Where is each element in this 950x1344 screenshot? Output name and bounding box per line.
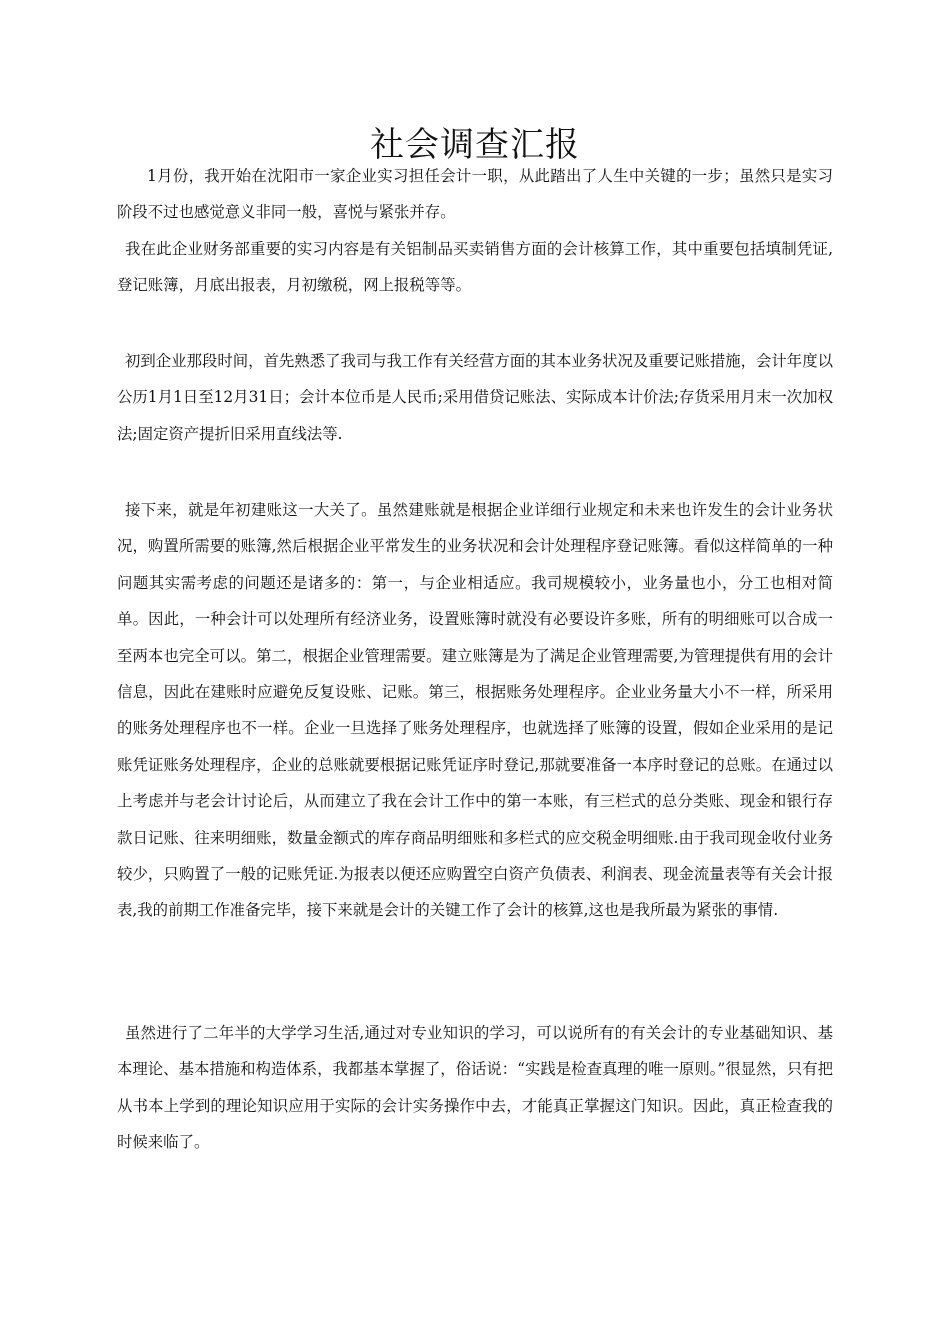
paragraph-business-overview: 初到企业那段时间，首先熟悉了我司与我工作有关经营方面的其本业务状况及重要记账措施，会计年度以公历1月1日至12月31日；会计本位币是人民币;采用借贷记账法、实际成本计价法;存货采用月末一次加权法;固定资产提折旧采用直线法等. [117, 352, 833, 443]
paragraph-internship-start: 1月份，我开始在沈阳市一家企业实习担任会计一职，从此踏出了人生中关键的一步；虽然只是实习阶段不过也感觉意义非同一般，喜悦与紧张并存。 [117, 167, 833, 222]
document-title: 社会调查汇报 [370, 124, 580, 165]
paragraph-internship-content: 我在此企业财务部重要的实习内容是有关铝制品买卖销售方面的会计核算工作，其中重要包括填制凭证,登记账簿，月底出报表，月初缴税，网上报税等等。 [117, 240, 833, 295]
paragraph-theory-practice: 虽然进行了二年半的大学学习生活,通过对专业知识的学习，可以说所有的有关会计的专业基础知识、基本理论、基本措施和构造体系，我都基本掌握了，俗话说：“实践是检查真理的唯一原则。”很显然，只有把从书本上学到的理论知识应用于实际的会计实务操作中去，才能真正掌握这门知识。因此，真正检查我的时候来临了。 [117, 1024, 834, 1152]
paragraph-account-setup: 接下来，就是年初建账这一大关了。虽然建账就是根据企业详细行业规定和未来也许发生的会计业务状况，购置所需要的账簿,然后根据企业平常发生的业务状况和会计处理程序登记账簿。看似这样简单的一种问题其实需考虑的问题还是诸多的：第一，与企业相适应。我司规模较小，业务量也小，分工也相对简单。因此，一种会计可以处理所有经济业务，设置账簿时就没有必要设许多账，所有的明细账可以合成一至两本也完全可以。第二，根据企业管理需要。建立账簿是为了满足企业管理需要,为管理提供有用的会计信息，因此在建账时应避免反复设账、记账。第三，根据账务处理程序。企业业务量大小不一样，所采用的账务处理程序也不一样。企业一旦选择了账务处理程序，也就选择了账簿的设置，假如企业采用的是记账凭证账务处理程序，企业的总账就要根据记账凭证序时登记,那就要准备一本序时登记的总账。在通过以上考虑并与老会计讨论后，从而建立了我在会计工作中的第一本账，有三栏式的总分类账、现金和银行存款日记账、往来明细账，数量金额式的库存商品明细账和多栏式的应交税金明细账.由于我司现金收付业务较少，只购置了一般的记账凭证.为报表以便还应购置空白资产负债表、利润表、现金流量表等有关会计报表,我的前期工作准备完毕，接下来就是会计的关键工作了会计的核算,这也是我所最为紧张的事情. [117, 501, 833, 920]
